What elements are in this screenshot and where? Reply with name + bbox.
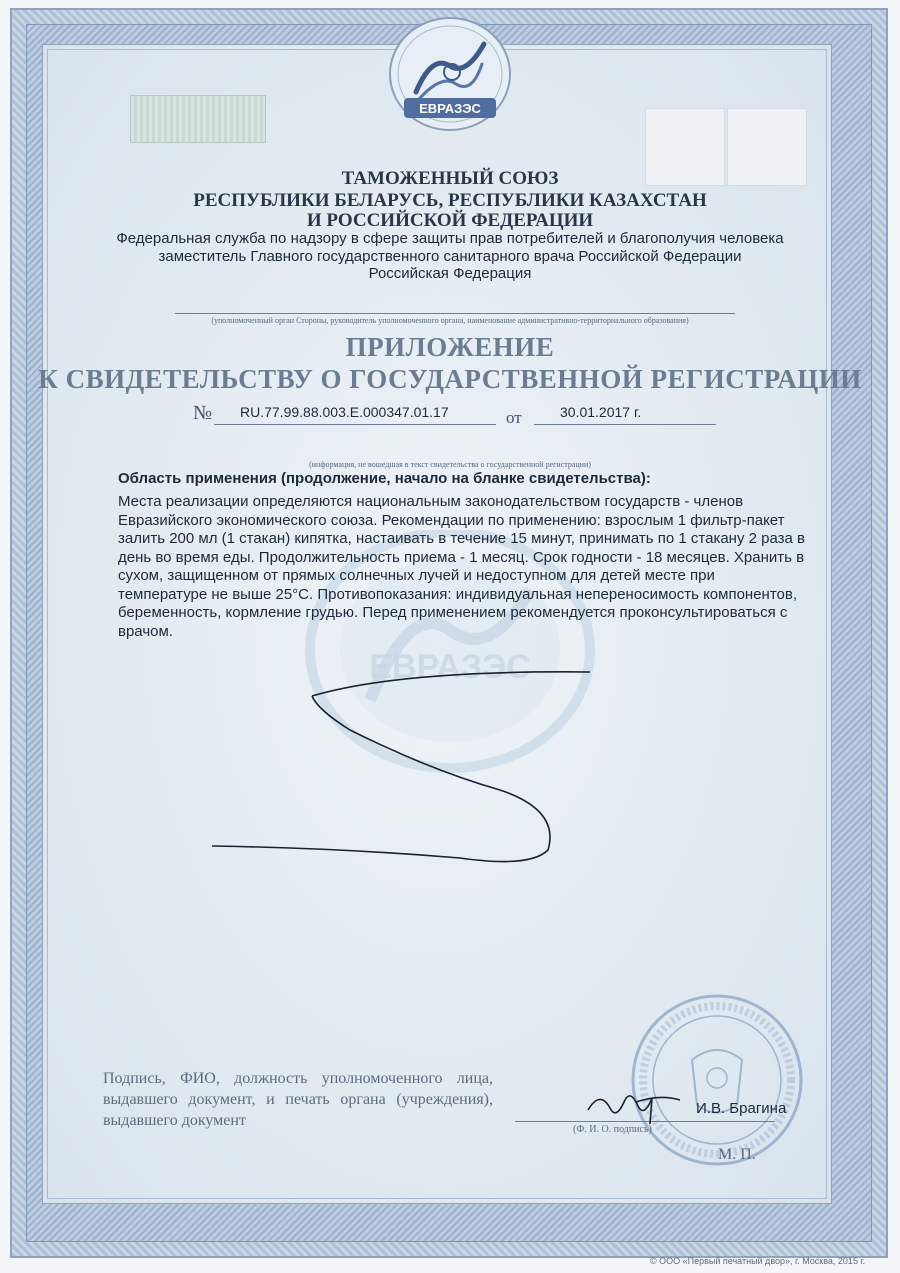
content-line: температуре не выше 25°С. Противопоказания: индивидуальная непереносимость компонентов, <box>118 585 798 603</box>
document-subtitle: К СВИДЕТЕЛЬСТВУ О ГОСУДАРСТВЕННОЙ РЕГИСТРАЦИИ <box>38 364 862 394</box>
fio-caption: (Ф. И. О. подпись) <box>573 1124 652 1135</box>
emblem-label: ЕВРАЗЭС <box>419 101 481 116</box>
header-line-3: И РОССИЙСКОЙ ФЕДЕРАЦИИ <box>306 210 594 231</box>
signature-caption: Подпись, ФИО, должность уполномоченного лица, выдавшего документ, и печать органа (учреждения), выдавшего документ <box>103 1070 493 1129</box>
hologram-sticker <box>130 95 266 143</box>
content-line: Места реализации определяются национальным законодательством государств - членов <box>118 493 744 510</box>
watermark-label: ЕВРАЗЭС <box>369 648 531 686</box>
registration-date: 30.01.2017 г. <box>560 404 642 420</box>
signer-name: И.В. Брагина <box>696 1100 787 1117</box>
content-line: залить 200 мл (1 стакан) кипятка, настаивать в течение 15 минут, принимать по 1 стакану 2 раза в <box>118 530 806 547</box>
content-line: врачом. <box>118 622 173 640</box>
section-title: Область применения (продолжение, начало на бланке свидетельства): <box>118 470 651 487</box>
content-line: сухом, защищенном от прямых солнечных лучей и недоступном для детей месте при <box>118 567 715 584</box>
authority-line-3: Российская Федерация <box>368 265 532 282</box>
authority-line-2: заместитель Главного государственного санитарного врача Российской Федерации <box>158 248 742 265</box>
authority-rule <box>175 313 735 314</box>
seal-caption: М. П. <box>718 1146 756 1163</box>
content-text <box>118 493 814 641</box>
content-line: день во время еды. Продолжительность приема - 1 месяц. Срок годности - 18 месяцев. Хранить в <box>118 548 805 566</box>
number-mark: № <box>193 402 213 424</box>
date-prefix: от <box>506 408 522 427</box>
z-crossout-mark <box>200 660 620 870</box>
eurasec-emblem-icon <box>386 14 514 136</box>
number-rule <box>214 424 496 425</box>
header-line-1: ТАМОЖЕННЫЙ СОЮЗ <box>341 168 559 189</box>
content-line: беременность, кормление грудью. Перед применением рекомендуется проконсультироваться с <box>118 604 788 621</box>
registration-number: RU.77.99.88.003.E.000347.01.17 <box>240 404 449 420</box>
content-line: Евразийского экономического союза. Рекомендации по применению: взрослым 1 фильтр-пакет <box>118 511 785 529</box>
printer-footer: © ООО «Первый печатный двор», г. Москва, 2015 г. <box>650 1256 866 1266</box>
authority-caption: (уполномоченный орган Стороны, руководитель уполномоченного органа, наименование административно-территориального образования) <box>211 316 689 325</box>
document-title: ПРИЛОЖЕНИЕ <box>345 332 555 362</box>
authority-line-1: Федеральная служба по надзору в сфере защиты прав потребителей и благополучия человека <box>116 230 784 247</box>
info-caption: (информация, не вошедшая в текст свидетельства о государственной регистрации) <box>309 460 591 469</box>
handwritten-signature <box>580 1080 690 1130</box>
date-rule <box>534 424 716 425</box>
header-line-2: РЕСПУБЛИКИ БЕЛАРУСЬ, РЕСПУБЛИКИ КАЗАХСТАН <box>193 190 707 211</box>
